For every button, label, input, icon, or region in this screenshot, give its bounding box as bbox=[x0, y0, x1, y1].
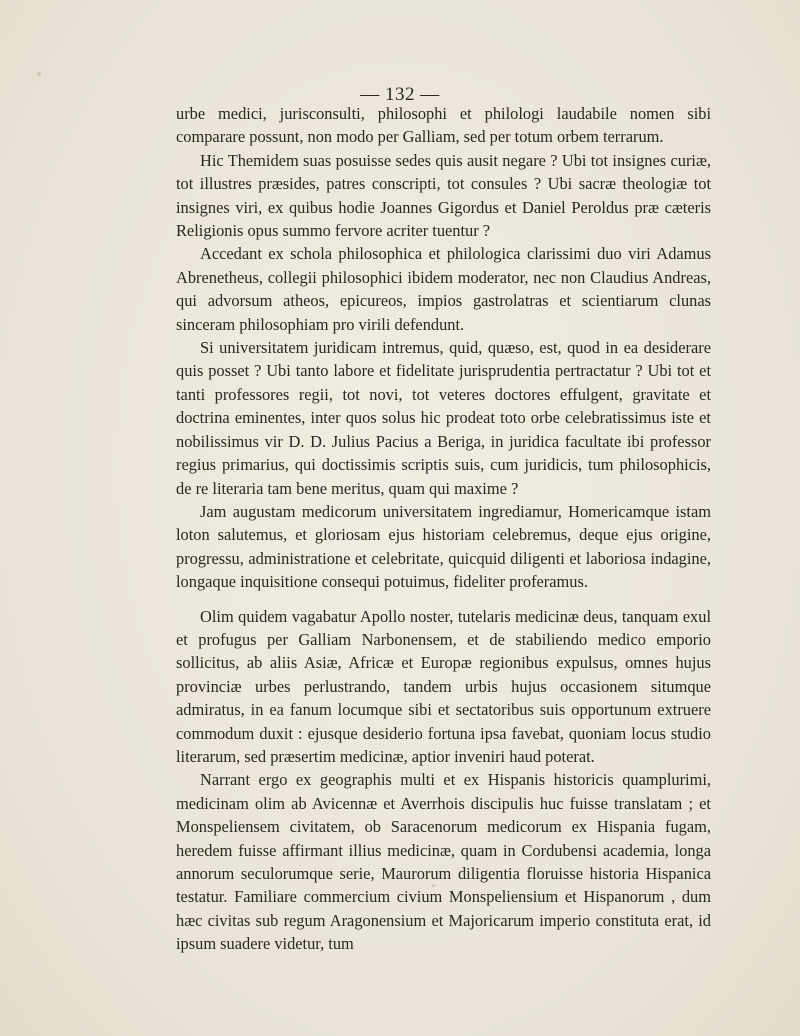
page-number: — 132 — bbox=[360, 84, 440, 105]
paragraph-1: urbe medici, jurisconsulti, philosophi et philologi laudabile nomen sibi comparare possunt, non modo per Galliam, sed per totum orbem terrarum. bbox=[176, 104, 711, 147]
paragraph-5: Jam augustam medicorum universitatem ingrediamur, Homericamque istam loton salutemus, et gloriosam ejus historiam celebremus, deque ejus origine, progressu, administratione et celebritate, quicquid diligenti et laboriosa indagine, longaque inquisitione consequi potuimus, fideliter proferamus. bbox=[176, 501, 711, 592]
paragraph-7: Narrant ergo ex geographis multi et ex Hispanis historicis quamplurimi, medicinam olim ab Avicennæ et Averrhois discipulis huc fuisse translatam ; et Monspeliensem civitatem, ob Saracenorum medicorum ex Hispania fugam, heredem fuisse affirmant illius medicinæ, quam in Cordubensi academia, longa annorum seculorumque serie, Maurorum diligentia floruisse historia Hispanica testatur. Familiare commercium civium Monspeliensium et Hispanorum , dum hæc civitas sub regum Aragonensium et Majoricarum imperio constituta erat, id ipsum suadere videtur, tum bbox=[176, 770, 711, 954]
paragraph-4: Si universitatem juridicam intremus, quid, quæso, est, quod in ea desiderare quis posset ? Ubi tanto labore et fidelitate jurisprudentia pertractatur ? Ubi tot et tanti professores regii, tot novi, tot veteres doctores effulgent, gravitate et doctrina eminentes, inter quos solus hic prodeat toto orbe celebratissimus iste et nobilissimus vir D. D. Julius Pacius a Beriga, in juridica facultate ibi professor regius primarius, qui doctissimis scriptis suis, cum juridicis, tum philosophicis, de re literaria tam bene meritus, quam qui maxime ? bbox=[176, 338, 711, 498]
paragraph-3: Accedant ex schola philosophica et philologica clarissimi duo viri Adamus Abrenetheus, collegii philosophici ibidem moderator, nec non Claudius Andreas, qui advorsum atheos, epicureos, impios gastrolatras et scientiarum clunas sinceram philosophiam pro virili defendunt. bbox=[176, 244, 711, 334]
paragraph-2: Hic Themidem suas posuisse sedes quis ausit negare ? Ubi tot insignes curiæ, tot illustres præsides, patres conscripti, tot consules ? Ubi sacræ theologiæ tot insignes viri, ex quibus hodie Joannes Gigordus et Daniel Peroldus præ cæteris Religionis opus summo fervore acriter tuentur ? bbox=[176, 150, 711, 241]
paper-speck bbox=[37, 72, 41, 76]
body-text bbox=[176, 102, 711, 956]
paper-speck bbox=[432, 884, 435, 887]
paragraph-6: Olim quidem vagabatur Apollo noster, tutelaris medicinæ deus, tanquam exul et profugus per Galliam Narbonensem, et de stabiliendo medico emporio sollicitus, ab aliis Asiæ, Africæ et Europæ regionibus expulsus, omnes hujus provinciæ urbes perlustrando, tandem urbis hujus occasionem situmque admiratus, in ea fanum locumque sibi et sectatoribus suis opportunum extruere commodum duxit : ejusque desiderio fortuna ipsa favebat, quoniam locus studio literarum, sed præsertim medicinæ, aptior inveniri haud poterat. bbox=[176, 606, 711, 766]
